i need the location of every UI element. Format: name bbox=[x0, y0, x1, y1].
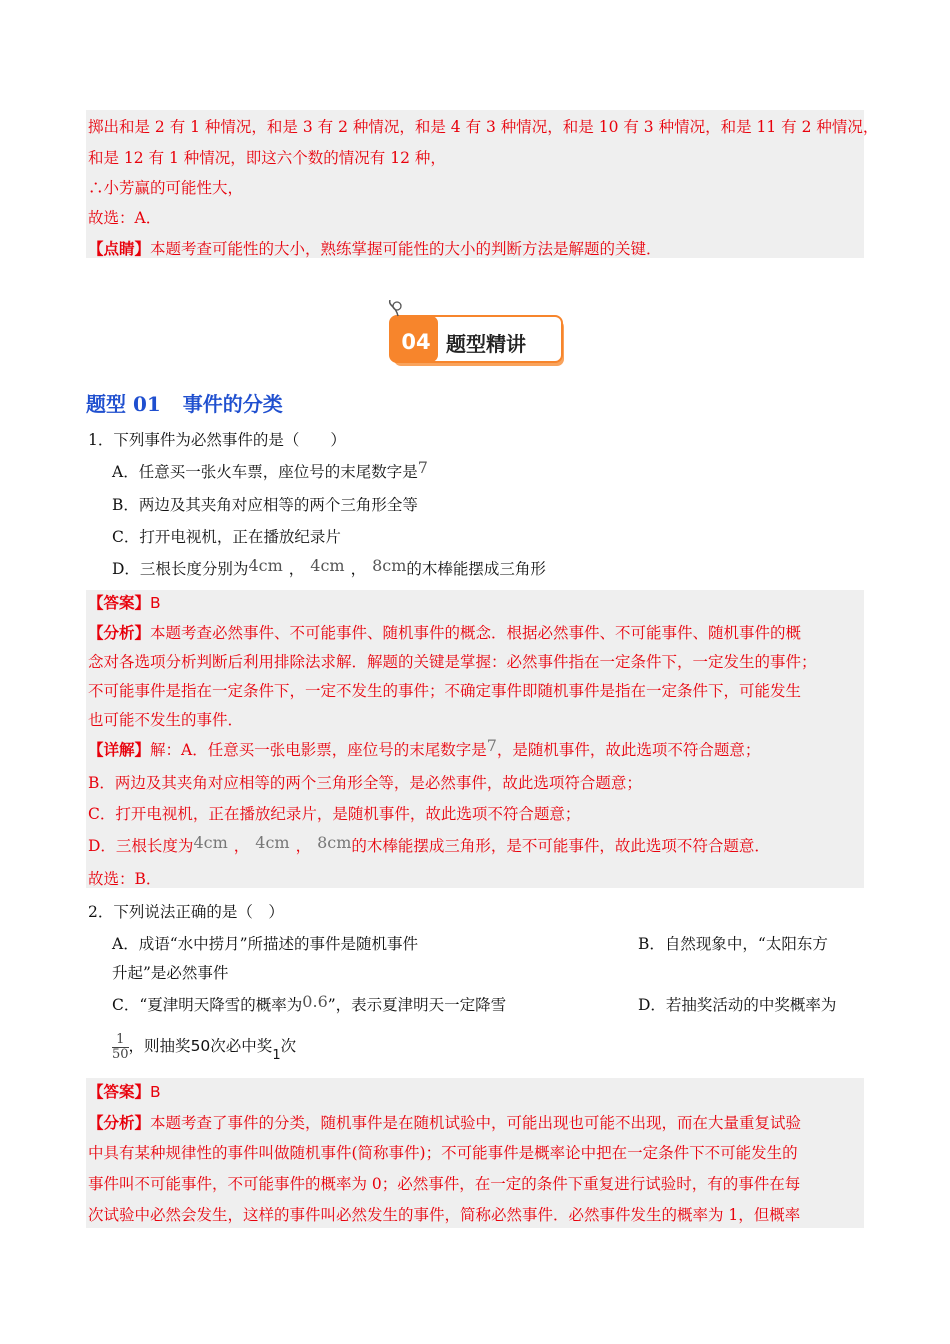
detail-line: 故选：B． bbox=[88, 870, 162, 888]
dianjing-tag: 【点睛】 bbox=[88, 239, 151, 258]
detail-tag: 【详解】 bbox=[88, 740, 151, 759]
analysis-tag: 【分析】 bbox=[88, 623, 151, 642]
option-text: C．“夏津明天降雪的概率为 bbox=[112, 996, 303, 1014]
question-2-stem: 2．下列说法正确的是（ ） bbox=[88, 903, 284, 921]
math-value: 8cm bbox=[317, 833, 352, 852]
fraction bbox=[112, 1033, 129, 1062]
analysis-line: 也可能不发生的事件． bbox=[88, 711, 244, 729]
detail-text: 解：A．任意买一张电影票，座位号的末尾数字是 bbox=[150, 741, 487, 759]
separator: ， bbox=[288, 560, 305, 578]
analysis-line: 不可能事件是指在一定条件下，一定不发生的事件；不确定事件即随机事件是指在一定条件下，可能发生 bbox=[88, 682, 802, 700]
analysis-line bbox=[88, 1113, 801, 1133]
fraction-denominator: 50 bbox=[112, 1046, 129, 1062]
question-1-stem: 1．下列事件为必然事件的是（ ） bbox=[88, 431, 346, 449]
section-banner bbox=[382, 300, 572, 370]
option-text: D．三根长度分别为 bbox=[112, 560, 249, 578]
detail-line: C．打开电视机，正在播放纪录片，是随机事件，故此选项不符合题意； bbox=[88, 805, 581, 823]
detail-text: D．三根长度为 bbox=[88, 837, 194, 855]
math-value: 0.6 bbox=[302, 992, 328, 1011]
option-text: ”，表示夏津明天一定降雪 bbox=[327, 996, 507, 1014]
detail-line bbox=[88, 833, 770, 856]
solution-line: ∴小芳赢的可能性大， bbox=[88, 179, 244, 197]
banner-title: 题型精讲 bbox=[446, 332, 526, 356]
question-2-option-a: A．成语“水中捞月”所描述的事件是随机事件 bbox=[112, 935, 419, 953]
answer-tag: 【答案】 bbox=[88, 1082, 151, 1101]
answer-value: B bbox=[150, 594, 161, 612]
analysis-line: 念对各选项分析判断后利用排除法求解．解题的关键是掌握：必然事件指在一定条件下，一定发生的事件； bbox=[88, 653, 817, 671]
math-value: 4cm bbox=[248, 556, 283, 575]
banner-number: 04 bbox=[401, 330, 431, 354]
solution-line: 和是 12 有 1 种情况，即这六个数的情况有 12 种， bbox=[88, 149, 446, 167]
question-2-option-d: D．若抽奖活动的中奖概率为 bbox=[638, 996, 837, 1014]
question-2-option-b: B．自然现象中，“太阳东方 bbox=[638, 935, 828, 953]
math-value: 4cm bbox=[193, 833, 228, 852]
question-1-option-a bbox=[112, 458, 428, 482]
heading-title: 事件的分类 bbox=[182, 392, 283, 416]
question-2-option-b-cont: 升起”是必然事件 bbox=[112, 964, 229, 982]
question-1-option-b: B．两边及其夹角对应相等的两个三角形全等 bbox=[112, 496, 418, 514]
option-text: ，则抽奖 bbox=[128, 1037, 191, 1055]
detail-text: 的木棒能摆成三角形，是不可能事件，故此选项不符合题意． bbox=[351, 837, 770, 855]
math-value: 4cm bbox=[255, 833, 290, 852]
question-1-option-d bbox=[112, 556, 546, 579]
option-text: 次 bbox=[280, 1037, 297, 1055]
analysis-line bbox=[88, 623, 801, 643]
section-heading bbox=[86, 388, 283, 417]
analysis-tag: 【分析】 bbox=[88, 1113, 151, 1132]
math-value: 50 bbox=[190, 1037, 211, 1055]
question-1-option-c: C．打开电视机，正在播放纪录片 bbox=[112, 528, 341, 546]
detail-line: B．两边及其夹角对应相等的两个三角形全等，是必然事件，故此选项符合题意； bbox=[88, 774, 642, 792]
analysis-line: 次试验中必然会发生，这样的事件叫必然发生的事件，简称必然事件．必然事件发生的概率为 1，但概率 bbox=[88, 1206, 801, 1224]
analysis-line: 中具有某种规律性的事件叫做随机事件(简称事件)；不可能事件是概率论中把在一定条件下不可能发生的 bbox=[88, 1144, 798, 1162]
analysis-text: 本题考查了事件的分类，随机事件是在随机试验中，可能出现也可能不出现，而在大量重复试验 bbox=[150, 1114, 802, 1132]
heading-prefix: 题型 01 bbox=[86, 392, 161, 416]
analysis-text: 本题考查必然事件、不可能事件、随机事件的概念．根据必然事件、不可能事件、随机事件的概 bbox=[150, 624, 802, 642]
solution-line: 掷出和是 2 有 1 种情况，和是 3 有 2 种情况，和是 4 有 3 种情况，和是 10 有 3 种情况，和是 11 有 2 种情况， bbox=[88, 118, 879, 136]
question-2-option-c bbox=[112, 992, 507, 1015]
math-value: 7 bbox=[417, 458, 428, 477]
analysis-line: 事件叫不可能事件，不可能事件的概率为 0；必然事件，在一定的条件下重复进行试验时，有的事件在每 bbox=[88, 1175, 801, 1193]
separator: ， bbox=[295, 837, 312, 855]
math-value: 8cm bbox=[372, 556, 407, 575]
fraction-numerator: 1 bbox=[112, 1033, 129, 1048]
option-text: A．任意买一张火车票，座位号的末尾数字是 bbox=[112, 463, 418, 481]
answer-line bbox=[88, 593, 161, 613]
option-text: 的木棒能摆成三角形 bbox=[406, 560, 546, 578]
answer-value: B bbox=[150, 1083, 161, 1101]
question-2-option-d-cont bbox=[112, 1030, 296, 1064]
answer-tag: 【答案】 bbox=[88, 593, 151, 612]
dianjing-line bbox=[88, 239, 662, 259]
math-value: 1 bbox=[272, 1048, 281, 1063]
separator: ， bbox=[233, 837, 250, 855]
detail-line bbox=[88, 736, 761, 760]
solution-line: 故选：A． bbox=[88, 209, 162, 227]
math-value: 7 bbox=[486, 736, 497, 755]
detail-text: ，是随机事件，故此选项不符合题意； bbox=[496, 741, 761, 759]
option-text: 次必中奖 bbox=[210, 1037, 273, 1055]
separator: ， bbox=[350, 560, 367, 578]
math-value: 4cm bbox=[310, 556, 345, 575]
dianjing-text: 本题考查可能性的大小，熟练掌握可能性的大小的判断方法是解题的关键． bbox=[150, 240, 662, 258]
answer-line bbox=[88, 1082, 161, 1102]
